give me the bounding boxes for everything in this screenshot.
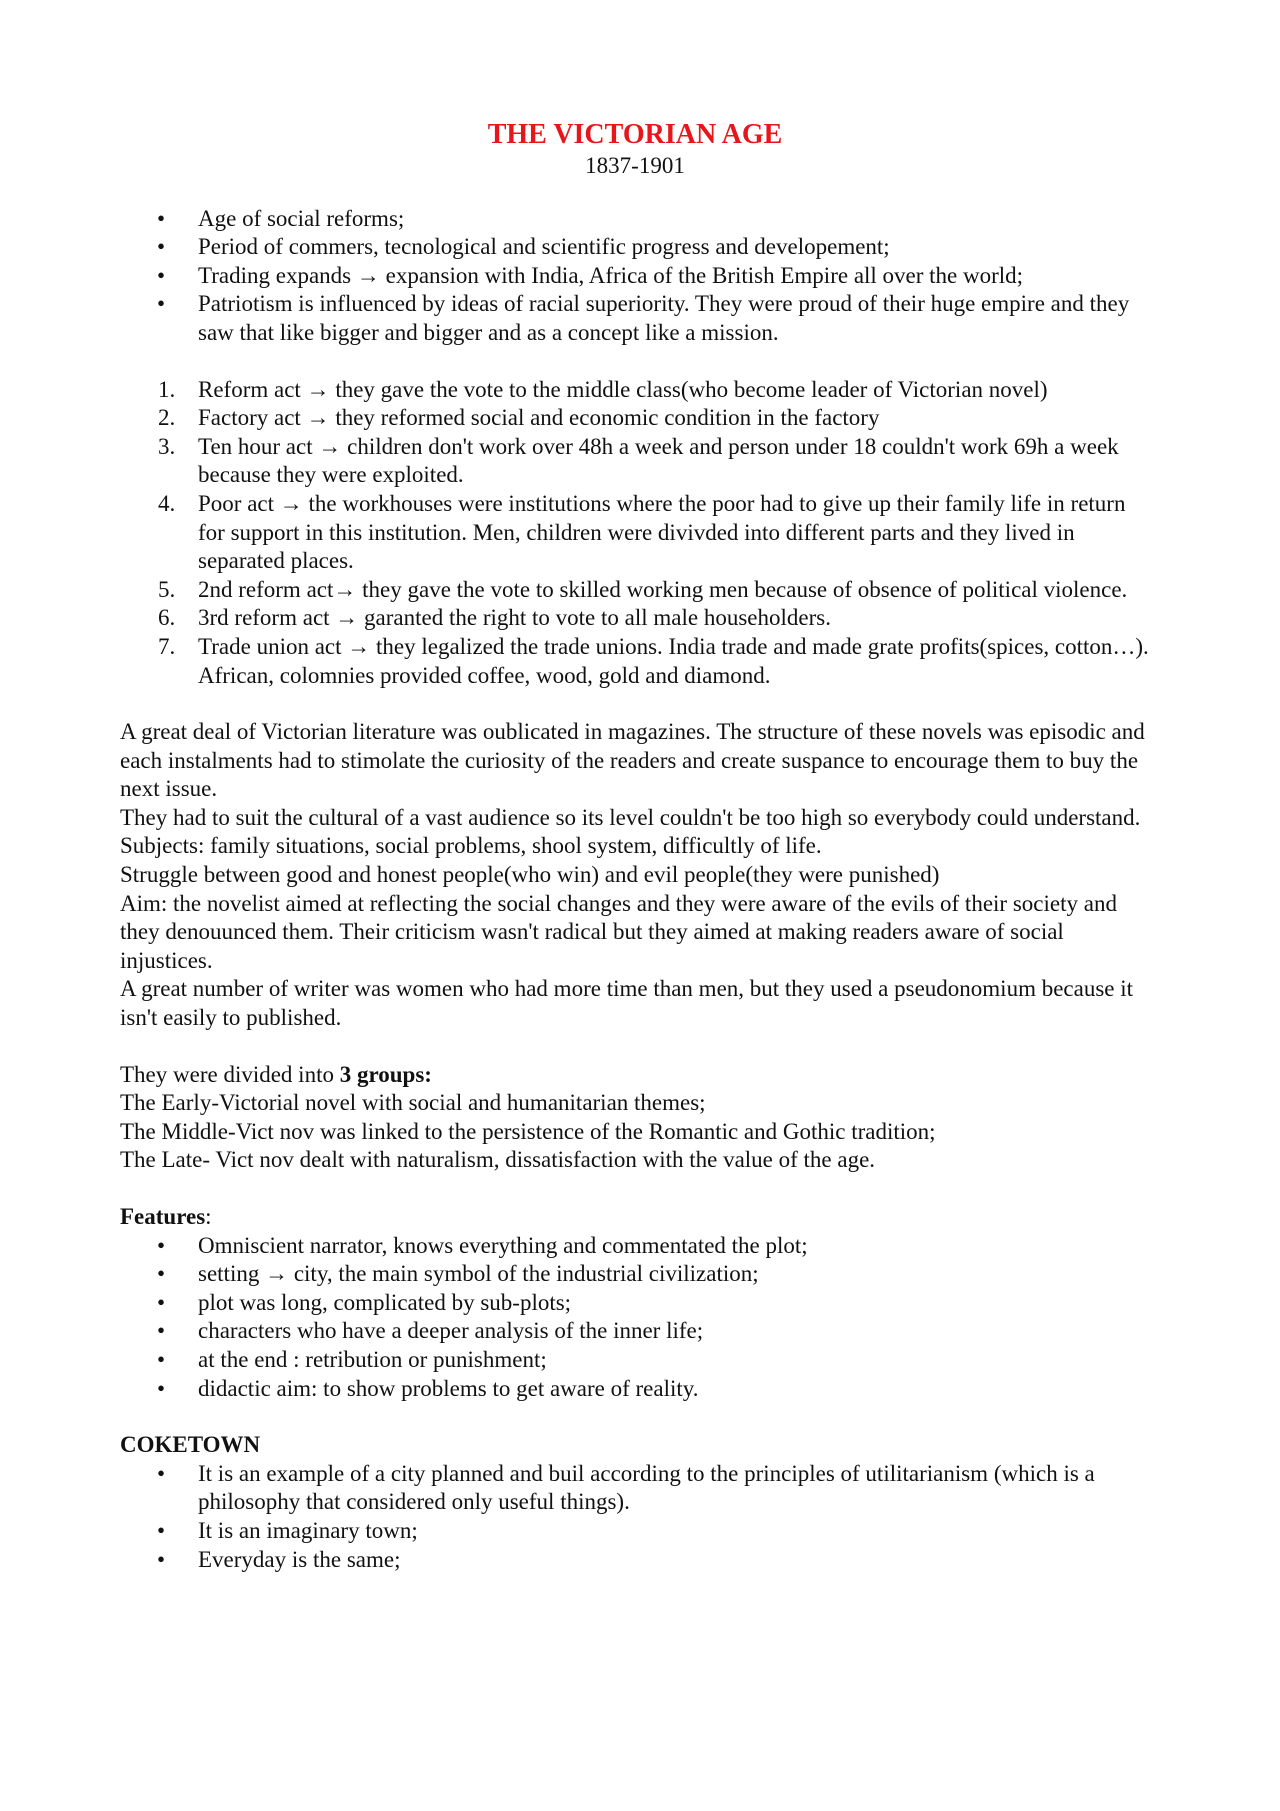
bullet-icon: • xyxy=(157,1460,166,1486)
spacer xyxy=(120,348,1150,376)
bullet-icon: • xyxy=(157,205,166,231)
list-item: 3. Ten hour act → children don't work over 48h a week and person under 18 couldn't work 69h a week because they were exploited. xyxy=(158,433,1119,488)
list-item: 4. Poor act → the workhouses were institutions where the poor had to give up their family life in return for support in this institution. Men, children were divivded into different parts and they lived in separated places. xyxy=(158,490,1126,574)
bullet-icon: • xyxy=(157,291,166,317)
list-item: • Omniscient narrator, knows everything and commentated the plot; xyxy=(120,1232,1150,1261)
paragraph: A great deal of Victorian literature was oublicated in magazines. The structure of these novels was episodic and each instalments had to stimolate the curiosity of the readers and create suspance to encourage them to buy the next issue. xyxy=(120,719,1145,802)
list-item: • It is an example of a city planned and buil according to the principles of utilitarianism (which is a philosophy that considered only useful things). xyxy=(157,1460,1095,1515)
reforms-numbered-list xyxy=(120,376,1150,691)
list-item: • Everyday is the same; xyxy=(120,1546,1150,1575)
date-range: 1837-1901 xyxy=(585,153,685,178)
list-item: 1. Reform act → they gave the vote to the middle class(who become leader of Victorian novel) xyxy=(120,376,1150,405)
group-line: The Early-Victorial novel with social and humanitarian themes; xyxy=(120,1090,706,1116)
list-item: • Trading expands → expansion with India, Africa of the British Empire all over the world; xyxy=(120,262,1150,291)
list-item: • Patriotism is influenced by ideas of racial superiority. They were proud of their huge empire and they saw that like bigger and bigger and as a concept like a mission. xyxy=(157,291,1130,345)
list-item: • at the end : retribution or punishment; xyxy=(120,1346,1150,1375)
bullet-icon: • xyxy=(157,1517,166,1543)
paragraph: They had to suit the cultural of a vast audience so its level couldn't be too high so everybody could understand. xyxy=(120,804,1141,830)
bullet-icon: • xyxy=(157,1289,166,1315)
list-item: • setting → city, the main symbol of the industrial civilization; xyxy=(120,1260,1150,1289)
list-item: 2. Factory act → they reformed social and economic condition in the factory xyxy=(120,404,1150,433)
group-line: The Middle-Vict nov was linked to the persistence of the Romantic and Gothic tradition; xyxy=(120,1118,936,1144)
features-section xyxy=(120,1203,1150,1403)
list-item: 7. Trade union act → they legalized the trade unions. India trade and made grate profits(spices, cotton…). African, colomnies provided coffee, wood, gold and diamond. xyxy=(158,633,1149,688)
bullet-icon: • xyxy=(157,1318,166,1344)
list-item: • It is an imaginary town; xyxy=(120,1517,1150,1546)
coketown-heading: COKETOWN xyxy=(120,1432,261,1458)
list-number: 1. xyxy=(158,376,176,402)
bullet-icon: • xyxy=(157,262,166,288)
bullet-icon: • xyxy=(157,1261,166,1287)
bullet-icon: • xyxy=(157,234,166,260)
coketown-bullet-list xyxy=(120,1460,1150,1574)
spacer xyxy=(120,690,1150,718)
groups-intro: They were divided into 3 groups: xyxy=(120,1061,432,1087)
list-item: • Period of commers, tecnological and scientific progress and developement; xyxy=(120,233,1150,262)
features-heading: Features: xyxy=(120,1204,212,1229)
paragraph: Struggle between good and honest people(who win) and evil people(they were punished) xyxy=(120,862,940,888)
intro-bullet-list xyxy=(120,205,1150,348)
list-number: 4. xyxy=(158,490,176,516)
paragraph: A great number of writer was women who had more time than men, but they used a pseudonomium because it isn't easily to published. xyxy=(120,976,1134,1031)
list-item: 5. 2nd reform act→ they gave the vote to skilled working men because of obsence of political violence. xyxy=(120,576,1150,605)
list-item: 6. 3rd reform act → garanted the right to vote to all male householders. xyxy=(120,604,1150,633)
list-item: • plot was long, complicated by sub-plots; xyxy=(120,1289,1150,1318)
bullet-icon: • xyxy=(157,1346,166,1372)
groups-section xyxy=(120,1061,1150,1175)
list-number: 3. xyxy=(158,433,176,459)
bullet-icon: • xyxy=(157,1546,166,1572)
bullet-icon: • xyxy=(157,1375,166,1401)
literature-section xyxy=(120,718,1150,1033)
paragraph: Subjects: family situations, social problems, shool system, difficultly of life. xyxy=(120,833,822,859)
spacer xyxy=(120,1403,1150,1431)
coketown-section xyxy=(120,1431,1150,1574)
list-number: 5. xyxy=(158,576,176,602)
groups-count: 3 groups: xyxy=(339,1061,432,1087)
page-title: THE VICTORIAN AGE xyxy=(487,119,783,150)
features-bullet-list xyxy=(120,1232,1150,1404)
list-item: • Age of social reforms; xyxy=(120,205,1150,234)
paragraph: Aim: the novelist aimed at reflecting the social changes and they were aware of the evils of their society and they denouunced them. Their criticism wasn't radical but they aimed at making readers aware of social injustices. xyxy=(120,890,1117,973)
list-item: • characters who have a deeper analysis of the inner life; xyxy=(120,1317,1150,1346)
list-item: • didactic aim: to show problems to get aware of reality. xyxy=(120,1375,1150,1404)
spacer xyxy=(120,1175,1150,1203)
bullet-icon: • xyxy=(157,1232,166,1258)
spacer xyxy=(120,1033,1150,1061)
list-number: 6. xyxy=(158,605,176,631)
group-line: The Late- Vict nov dealt with naturalism, dissatisfaction with the value of the age. xyxy=(120,1147,876,1173)
list-number: 7. xyxy=(158,633,176,659)
list-number: 2. xyxy=(158,405,176,431)
